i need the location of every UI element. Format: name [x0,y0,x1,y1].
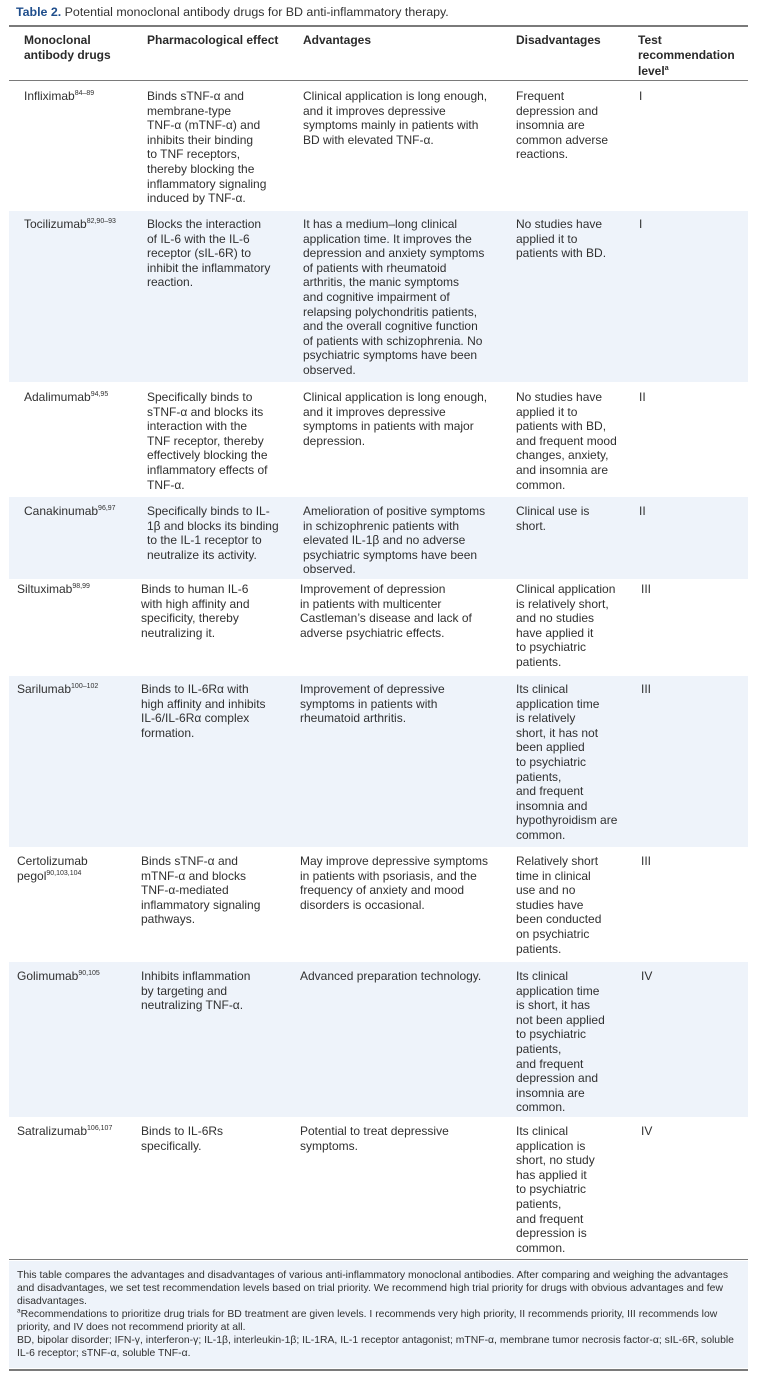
table-label: Table 2. [16,5,62,19]
drug-name: Sarilumab [17,682,72,696]
col-header-advantages: Advantages [303,33,372,47]
drug-name: Siltuximab [17,582,73,596]
disadvantages-cell: No studies have applied it to patients with BD. [516,217,607,261]
effect-cell: Specifically binds to IL- 1β and blocks its binding to the IL-1 receptor to neutralize its activity. [147,504,279,562]
disadvantages-cell: Its clinical application time is short, it has not been applied to psychiatric patients, and frequent depression and insomnia are common. [516,969,605,1115]
header-rule [9,80,748,81]
drug-cell [17,1124,112,1139]
level-cell: IV [641,969,653,983]
effect-cell: Inhibits inflammation by targeting and neutralizing TNF-α. [141,969,251,1013]
footnote-levels [17,1309,742,1335]
drug-name: Canakinumab [24,504,99,518]
level-cell: III [641,582,652,596]
footnote-levels-sup: a [17,1307,21,1315]
advantages-cell: Amelioration of positive symptoms in schizophrenic patients with elevated IL-1β and no adverse psychiatric symptoms have been observed. [303,504,486,577]
disadvantages-cell: Clinical use is short. [516,504,590,533]
footnote-abbreviations: BD, bipolar disorder; IFN-γ, interferon-γ; IL-1β, interleukin-1β; IL-1RA, IL-1 receptor antagonist; mTNF-α, membrane tumor necrosis factor-α; sIL-6R, soluble IL-6 receptor; sTNF-α, soluble TNF-α. [17,1335,734,1359]
footnote-summary: This table compares the advantages and disadvantages of various anti-inflammatory monoclonal antibodies. After comparing and weighing the advantages and disadvantages, we set test recommendation levels based on trial priority. We recommend high trial priority for drugs with obvious advantages and few disadvantages. [17,1270,729,1307]
drug-cell [17,682,98,697]
drug-ref: 90,105 [78,970,100,977]
col-header-effect: Pharmacological effect [147,33,279,47]
level-cell: I [639,217,643,231]
drug-name: Certolizumab pegol [17,854,88,883]
table-title: Potential monoclonal antibody drugs for BD anti-inflammatory therapy. [64,5,449,19]
drug-cell [24,89,94,104]
drug-cell [24,217,116,232]
footnote-levels-text: Recommendations to prioritize drug trials for BD treatment are given levels. I recommends very high priority, II recommends priority, III recommends low priority, and IV does not recommend priority at all. [17,1309,718,1333]
drug-cell [24,390,108,405]
advantages-cell: Clinical application is long enough, and it improves depressive symptoms mainly in patients with BD with elevated TNF-α. [303,89,488,147]
col-header-level-sup: a [664,65,669,72]
col-header-level [638,33,735,79]
drug-ref: 94,95 [90,391,109,398]
effect-cell: Binds to IL-6Rs specifically. [141,1124,224,1153]
level-cell: IV [641,1124,653,1138]
drug-cell [17,854,88,883]
drug-cell [24,504,116,519]
drug-name: Tocilizumab [24,217,87,231]
drug-ref: 96,97 [98,505,116,512]
drug-name: Golimumab [17,969,79,983]
drug-name: Infliximab [24,89,75,103]
disadvantages-cell: Clinical application is relatively short, and no studies have applied it to psychiatric patients. [516,582,616,669]
drug-ref: 106,107 [87,1125,113,1132]
top-rule [9,25,748,27]
effect-cell: Binds sTNF-α and mTNF-α and blocks TNF-α-mediated inflammatory signaling pathways. [141,854,261,927]
drug-ref: 84–89 [74,90,95,97]
effect-cell: Binds to human IL-6 with high affinity and specificity, thereby neutralizing it. [141,582,250,640]
advantages-cell: It has a medium–long clinical application time. It improves the depression and anxiety symptoms of patients with rheumatoid arthritis, the manic symptoms and cognitive impairment of relapsing polychondritis patients, and the overall cognitive function of patients with schizophrenia. No psychiatric symptoms have been observed. [303,217,485,377]
advantages-cell: Clinical application is long enough, and it improves depressive symptoms in patients with major depression. [303,390,488,448]
level-cell: I [639,89,643,103]
drug-ref: 98,99 [72,583,90,590]
level-cell: II [639,390,646,404]
advantages-cell: Improvement of depressive symptoms in patients with rheumatoid arthritis. [300,682,445,726]
disadvantages-cell: Its clinical application is short, no study has applied it to psychiatric patients, and frequent depression is common. [516,1124,595,1255]
effect-cell: Binds to IL-6Rα with high affinity and inhibits IL-6/IL-6Rα complex formation. [141,682,266,740]
drug-ref: 100–102 [71,683,99,690]
disadvantages-cell: Its clinical application time is relatively short, it has not been applied to psychiatric patients, and frequent insomnia and hypothyroidism are common. [516,682,618,842]
drug-ref: 90,103,104 [46,869,82,877]
disadvantages-cell: Relatively short time in clinical use and no studies have been conducted on psychiatric patients. [516,854,602,956]
disadvantages-cell: No studies have applied it to patients with BD, and frequent mood changes, anxiety, and insomnia are common. [516,390,617,492]
level-cell: III [641,854,652,868]
advantages-cell: May improve depressive symptoms in patients with psoriasis, and the frequency of anxiety and mood disorders is occasional. [300,854,489,912]
drug-ref: 82,90–93 [86,218,116,225]
level-cell: II [639,504,646,518]
col-header-drug: Monoclonal antibody drugs [24,33,111,62]
effect-cell: Binds sTNF-α and membrane-type TNF-α (mTNF-α) and inhibits their binding to TNF receptors, thereby blocking the inflammatory signaling induced by TNF-α. [147,89,267,206]
advantages-cell: Potential to treat depressive symptoms. [300,1124,449,1153]
drug-name: Satralizumab [17,1124,88,1138]
col-header-disadvantages: Disadvantages [516,33,601,47]
disadvantages-cell: Frequent depression and insomnia are common adverse reactions. [516,89,609,162]
col-header-level-text: Test recommendation level [638,33,735,78]
advantages-cell: Improvement of depression in patients with multicenter Castleman’s disease and lack of adverse psychiatric effects. [300,582,472,640]
drug-name: Adalimumab [24,390,91,404]
drug-cell [17,969,100,984]
effect-cell: Specifically binds to sTNF-α and blocks its interaction with the TNF receptor, thereby effectively blocking the inflammatory effects of TNF-α. [147,390,268,492]
effect-cell: Blocks the interaction of IL-6 with the IL-6 receptor (sIL-6R) to inhibit the inflammatory reaction. [147,217,271,290]
level-cell: III [641,682,652,696]
footer-rule-top [9,1259,748,1260]
advantages-cell: Advanced preparation technology. [300,969,482,983]
drug-cell [17,582,90,597]
table-caption [16,5,449,19]
row-band [9,962,748,1117]
footer-rule-bottom [9,1369,748,1371]
